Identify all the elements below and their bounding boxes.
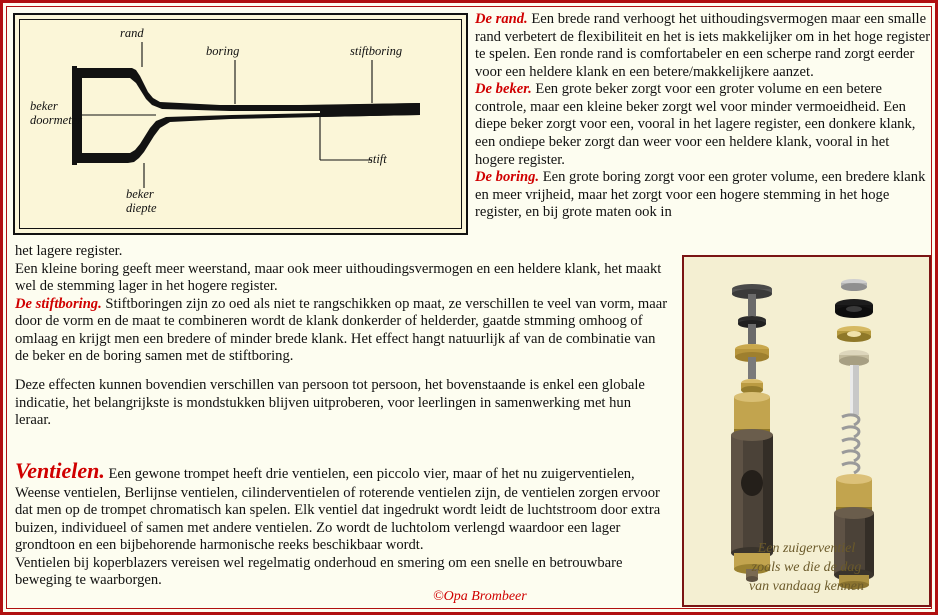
line-continuation: het lagere register. (15, 243, 123, 259)
diagram-label-boring: boring (206, 44, 240, 58)
diagram-label-beker-diepte-line2: diepte (126, 201, 157, 215)
paragraph-de-boring (475, 169, 931, 222)
right-text-column (475, 11, 931, 239)
heading-de-boring: De boring. (475, 169, 540, 186)
heading-de-stiftboring: De stiftboring. (15, 295, 102, 312)
diagram-label-stift: stift (368, 152, 387, 166)
body-ventielen: Een gewone trompet heeft drie ventielen, een piccolo vier, maar of het nu zuigerventielen, Weense ventielen, Berlijnse ventielen, cilinderventielen of roterende ventielen zijn, de ventielen zorgen ervoor dat men op de trompet chromatisch kan spelen. Elk ventiel dat ingedrukt wordt leidt de luchtstroom door extra buizen, individueel of samen met andere ventielen. Zo wordt de luchtolom verlengd waardoor een lager grondtoon en een bijbehorende harmonische reeks beschikbaar wordt. (15, 466, 661, 554)
diagram-label-beker-doormeter-line1: beker (30, 99, 58, 113)
paragraph-ventielen (15, 458, 670, 555)
paragraph-spacer (15, 366, 670, 377)
body-de-rand: Een brede rand verhoogt het uithoudingsvermogen maar een smalle rand verbetert de flexibiliteit en het is iets makkelijker om in het hoge register te spelen. Een ronde rand is comfortabeler en een scherpe rand zorgt eerder voor een heldere klank en een betere/makkelijkere aanzet. (475, 11, 931, 80)
diagram-label-rand: rand (120, 26, 144, 40)
photo-caption (684, 540, 929, 597)
photo-caption-line1: Een zuigerventiel (757, 541, 856, 557)
body-de-boring: Een grote boring zorgt voor een groter volume, een bredere klank en meer vrijheid, maar het zorgt voor een hogere stemming in het hoge register, en bij grote maten ook in (475, 169, 926, 221)
copyright-signature: ©Opa Brombeer (433, 589, 527, 604)
diagram-label-beker-doormeter-line2: doormeter (30, 113, 83, 127)
body-de-beker: Een grote beker zorgt voor een groter volume en een betere controle, maar een kleine beker zorgt wel voor minder vermoeidheid. Een diepe beker zorgt voor een, vooral in het lagere register, een donkere klank, een ondiepe beker zorgt dan weer voor een heldere klank, vooral in het hogere register. (475, 81, 916, 168)
photo-caption-line2: zoals we die de dag (751, 560, 862, 576)
body-de-stiftboring: Stiftboringen zijn zo oed als niet te rangschikken op maat, ze verschillen te veel van vorm, maar door de vorm en de maat te combineren wordt de klank donkerder of helderder, gaatde stmming omhoog of omlaag en krijgt men een bredere of minder brede klank. Het effect hangt natuurlijk af van de combinatie van de beker en de boring samen met de stiftboring. (15, 295, 668, 365)
ventielen-section (15, 458, 670, 590)
paragraph-kleine-boring: Een kleine boring geeft meer weerstand, maar ook meer uithoudingsvermogen en een heldere klank, het maakt wel de stemming lager in het hogere register. (15, 260, 662, 295)
heading-de-beker: De beker. (475, 81, 532, 98)
diagram-label-beker-diepte-line1: beker (126, 187, 154, 201)
photo-caption-line3: van vandaag kennen (748, 579, 865, 595)
paragraph-effecten: Deze effecten kunnen bovendien verschillen van persoon tot persoon, het bovenstaande is enkel een globale indicatie, het belangrijkste is mondstukken blijven uitproberen, voor leerlingen in samenwerking met hun leraar. (15, 377, 645, 429)
heading-ventielen: Ventielen. (15, 458, 105, 483)
paragraph-ventielen-onderhoud: Ventielen bij koperblazers vereisen wel regelmatig onderhoud en smering om een snelle en betrouwbare beweging te waarborgen. (15, 554, 623, 589)
diagram-label-stiftboring: stiftboring (350, 44, 403, 58)
paragraph-de-beker (475, 81, 931, 169)
paragraph-de-rand (475, 11, 931, 81)
paragraph-de-stiftboring (15, 296, 670, 366)
middle-text-column (15, 243, 670, 430)
mouthpiece-diagram-inner-border (19, 19, 462, 229)
valve-photo-panel (682, 255, 931, 607)
heading-de-rand: De rand. (475, 11, 528, 27)
mouthpiece-diagram (13, 13, 468, 235)
